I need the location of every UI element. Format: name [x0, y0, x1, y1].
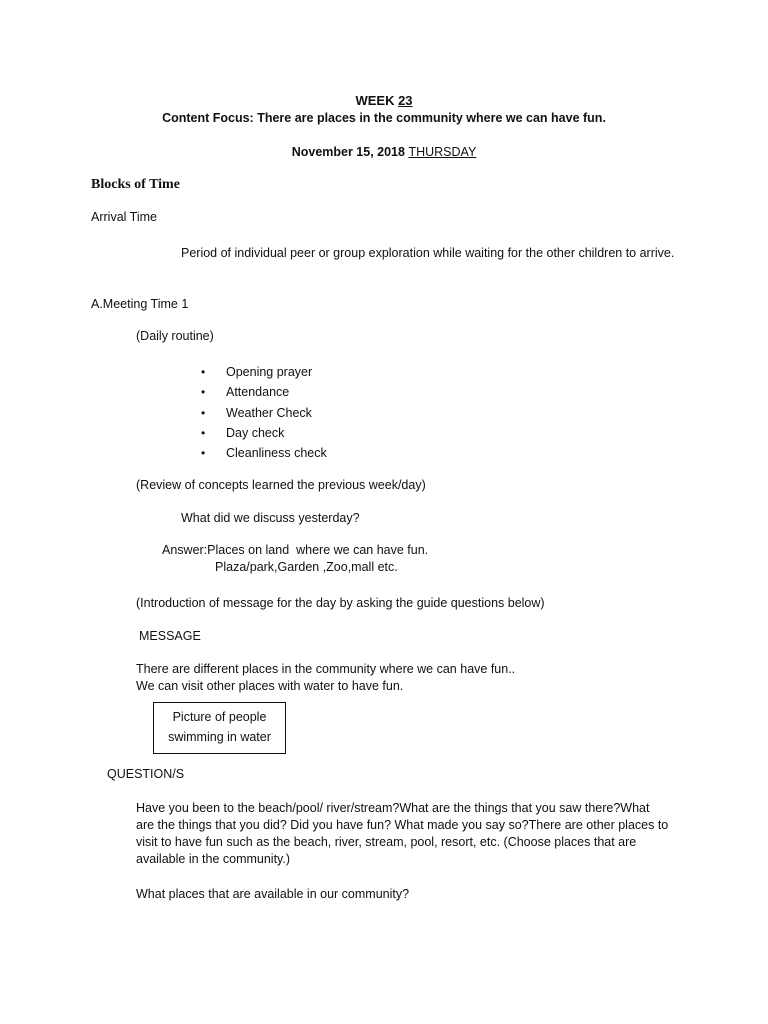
- date: November 15, 2018: [291, 145, 405, 159]
- section-title: Blocks of Time: [91, 177, 180, 192]
- list-item: [201, 362, 327, 382]
- answer-line-1: Answer:Places on land where we can have fun.: [162, 543, 429, 557]
- routine-list: [201, 362, 327, 463]
- arrival-title: Arrival Time: [91, 210, 157, 224]
- paragraph-line: are the things that you did? Did you have fun? What made you say so?There are other places to: [136, 818, 669, 832]
- list-item: [201, 382, 327, 402]
- answer-line-2: Plaza/park,Garden ,Zoo,mall etc.: [215, 560, 398, 574]
- list-item-label: Cleanliness check: [226, 446, 327, 461]
- list-item: [201, 423, 327, 443]
- message-line-1: There are different places in the community where we can have fun..: [136, 662, 516, 676]
- paragraph-line: Have you been to the beach/pool/ river/stream?What are the things that you saw there?What: [136, 801, 650, 815]
- bullet-icon: •: [201, 385, 206, 400]
- picture-placeholder-box: [153, 702, 286, 754]
- picture-caption-line-2: swimming in water: [168, 730, 271, 744]
- bullet-icon: •: [201, 446, 206, 461]
- content-focus: Content Focus: There are places in the community where we can have fun.: [162, 111, 606, 125]
- paragraph-line: available in the community.): [136, 852, 291, 866]
- day: THURSDAY: [408, 145, 477, 159]
- final-question: What places that are available in our community?: [136, 887, 410, 901]
- questions-paragraph: [136, 800, 686, 868]
- paragraph-line: visit to have fun such as the beach, river, stream, pool, resort, etc. (Choose places that are: [136, 835, 637, 849]
- week-label: WEEK: [355, 93, 395, 108]
- review-note: (Review of concepts learned the previous week/day): [136, 478, 426, 492]
- message-line-2: We can visit other places with water to have fun.: [136, 679, 404, 693]
- meeting-title: A.Meeting Time 1: [91, 297, 189, 311]
- bullet-icon: •: [201, 425, 206, 440]
- arrival-description: Period of individual peer or group exploration while waiting for the other children to arrive.: [181, 246, 675, 260]
- review-question: What did we discuss yesterday?: [181, 511, 360, 525]
- message-title: MESSAGE: [139, 629, 201, 643]
- list-item-label: Weather Check: [226, 405, 312, 420]
- date-line: [0, 145, 768, 159]
- list-item-label: Day check: [226, 425, 285, 440]
- routine-label: (Daily routine): [136, 329, 214, 343]
- list-item-label: Attendance: [226, 385, 290, 400]
- questions-title: QUESTION/S: [107, 767, 185, 781]
- week-heading: [0, 93, 768, 108]
- list-item-label: Opening prayer: [226, 365, 313, 379]
- bullet-icon: •: [201, 405, 206, 420]
- list-item: [201, 443, 327, 463]
- list-item: [201, 403, 327, 423]
- introduction-note: (Introduction of message for the day by asking the guide questions below): [136, 596, 545, 610]
- picture-caption-line-1: Picture of people: [172, 710, 267, 724]
- bullet-icon: •: [201, 365, 206, 379]
- week-number: 23: [398, 93, 413, 108]
